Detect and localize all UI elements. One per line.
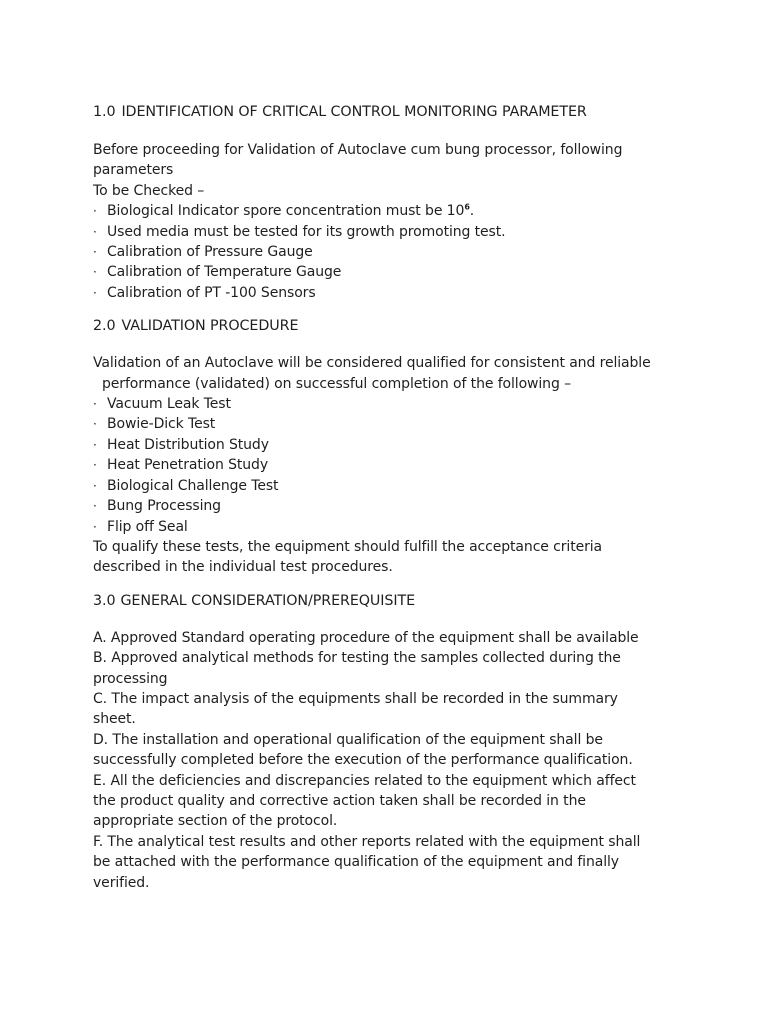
bullet-icon: · (93, 285, 97, 300)
list-item-tail: . (469, 203, 475, 220)
list-item (93, 201, 693, 221)
bullet-icon: · (93, 499, 97, 514)
list-item-text: Bowie-Dick Test (107, 416, 216, 433)
section-1-number: 1.0 (93, 104, 116, 120)
list-item (93, 394, 693, 414)
spacer (93, 578, 693, 590)
section-2-title: VALIDATION PROCEDURE (121, 318, 299, 335)
section-3-body (93, 628, 693, 893)
section-3-line: E. All the deficiencies and discrepancies related to the equipment which affect (93, 772, 636, 789)
section-1-intro (93, 140, 693, 201)
bullet-icon: · (93, 224, 97, 239)
section-2-test-list (93, 394, 693, 537)
list-item-text: Calibration of Pressure Gauge (107, 244, 313, 261)
list-item-text: Heat Distribution Study (107, 436, 269, 453)
list-item (93, 414, 693, 434)
bullet-icon: · (93, 397, 97, 412)
section-3-number: 3.0 (93, 592, 116, 609)
bullet-icon: · (93, 417, 97, 432)
section-1-intro-line-1: Before proceeding for Validation of Autoclave cum bung processor, following (93, 142, 623, 158)
section-2-intro-line-2: performance (validated) on successful completion of the following – (102, 375, 571, 392)
list-item (93, 262, 693, 282)
list-item-text: Biological Challenge Test (107, 477, 279, 494)
spacer (93, 303, 693, 315)
section-1-title: IDENTIFICATION OF CRITICAL CONTROL MONITORING PARAMETER (121, 104, 587, 120)
bullet-icon: · (93, 204, 97, 219)
section-2-heading (93, 315, 693, 337)
bullet-icon: · (93, 519, 97, 534)
list-item (93, 242, 693, 262)
section-3-line: processing (93, 670, 168, 687)
section-2-intro-line-1: Validation of an Autoclave will be considered qualified for consistent and reliable (93, 355, 651, 372)
list-item-text: Used media must be tested for its growth promoting test. (107, 223, 506, 240)
section-2-closing-line-2: described in the individual test procedures. (93, 559, 393, 576)
list-item (93, 476, 693, 496)
section-3-heading (93, 590, 693, 612)
list-item-text: Vacuum Leak Test (107, 396, 231, 413)
bullet-icon: · (93, 265, 97, 280)
section-3-line: D. The installation and operational qualification of the equipment shall be (93, 731, 603, 748)
list-item-text: Calibration of Temperature Gauge (107, 264, 342, 281)
section-3-line: A. Approved Standard operating procedure of the equipment shall be available (93, 629, 639, 646)
section-2-closing-line-1: To qualify these tests, the equipment should fulfill the acceptance criteria (93, 538, 603, 555)
bullet-icon: · (93, 245, 97, 260)
section-2-intro (93, 353, 693, 394)
section-3-line: appropriate section of the protocol. (93, 813, 338, 830)
section-3-line: successfully completed before the execution of the performance qualification. (93, 752, 633, 769)
section-3-line: F. The analytical test results and other reports related with the equipment shall (93, 833, 641, 850)
list-item (93, 455, 693, 475)
list-item-text: Calibration of PT -100 Sensors (107, 284, 316, 301)
section-3-line: verified. (93, 874, 150, 891)
section-3-line: the product quality and corrective action taken shall be recorded in the (93, 792, 586, 809)
document-page (93, 101, 693, 893)
bullet-icon: · (93, 458, 97, 473)
superscript-exponent: 6 (464, 202, 470, 212)
list-item (93, 496, 693, 516)
list-item-text: Heat Penetration Study (107, 457, 269, 474)
section-2-closing (93, 537, 693, 578)
section-3-line: C. The impact analysis of the equipments shall be recorded in the summary (93, 690, 618, 707)
section-3-title: GENERAL CONSIDERATION/PREREQUISITE (120, 592, 416, 609)
section-3-line: B. Approved analytical methods for testing the samples collected during the (93, 650, 621, 667)
list-item (93, 435, 693, 455)
section-1-checklist (93, 201, 693, 303)
list-item (93, 283, 693, 303)
list-item-text: Flip off Seal (107, 518, 188, 535)
section-1-intro-line-2: parameters (93, 162, 174, 179)
list-item-text: Bung Processing (107, 498, 221, 515)
list-item-text: Biological Indicator spore concentration must be 10 (107, 203, 465, 220)
section-3-line: sheet. (93, 711, 136, 728)
bullet-icon: · (93, 478, 97, 493)
section-1-heading (93, 101, 693, 123)
list-item (93, 222, 693, 242)
section-3-line: be attached with the performance qualification of the equipment and finally (93, 854, 619, 871)
section-1-intro-line-3: To be Checked – (93, 182, 205, 199)
section-2-number: 2.0 (93, 318, 116, 335)
list-item (93, 517, 693, 537)
bullet-icon: · (93, 437, 97, 452)
